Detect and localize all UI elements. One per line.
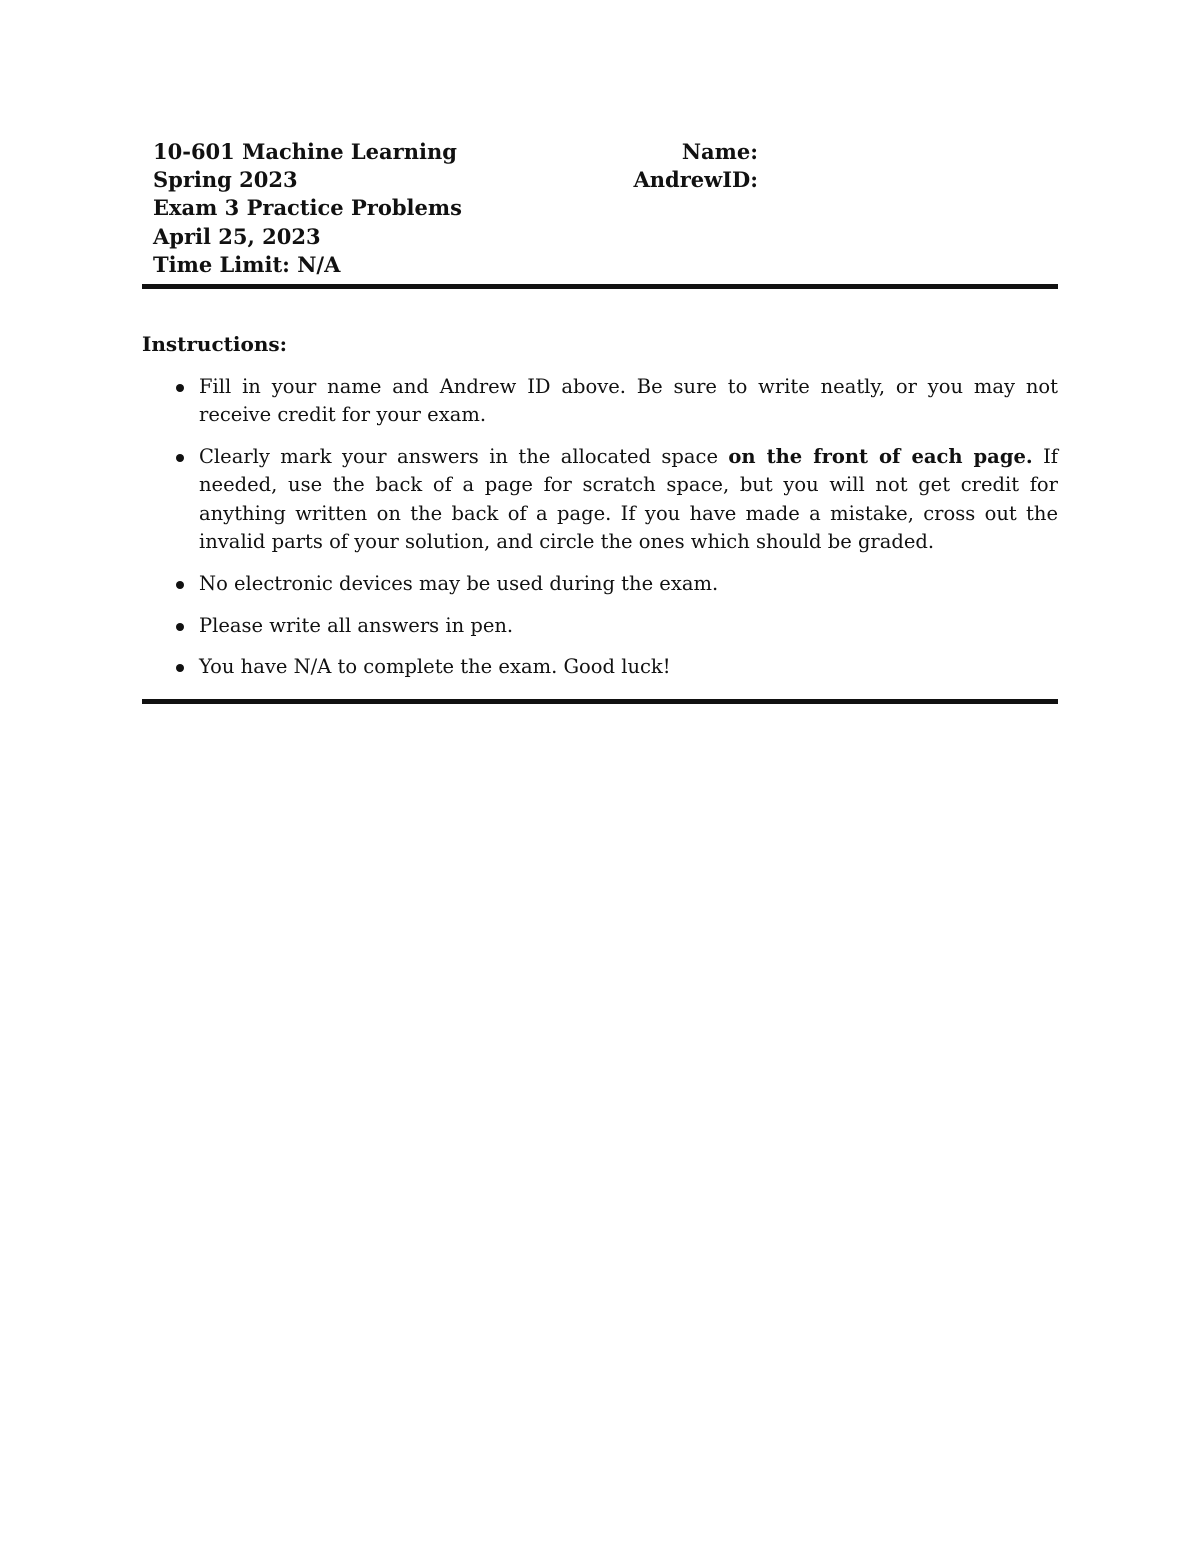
course-title: 10-601 Machine Learning	[153, 139, 457, 164]
name-label: Name:	[681, 139, 758, 164]
bullet-icon	[176, 581, 184, 589]
instruction-text: Fill in your name and Andrew ID above. Be sure to write neatly, or you may not receive credit for your exam.	[199, 375, 1058, 427]
exam-title: Exam 3 Practice Problems	[153, 195, 462, 221]
top-divider	[142, 284, 1058, 289]
instruction-text: No electronic devices may be used during the exam.	[199, 571, 719, 595]
andrewid-label: AndrewID:	[633, 167, 758, 193]
instruction-text: Clearly mark your answers in the allocated space	[199, 445, 729, 469]
bullet-icon	[176, 454, 184, 462]
semester: Spring 2023	[153, 167, 298, 193]
list-item	[142, 443, 1058, 556]
list-item	[142, 653, 1058, 681]
bullet-icon	[176, 623, 184, 631]
instruction-emphasis: on the front of each page.	[728, 445, 1033, 469]
exam-info-block	[153, 138, 462, 279]
student-fields-block	[604, 138, 758, 194]
instruction-text: Please write all answers in pen.	[199, 613, 514, 637]
instruction-text: If needed, use the back of a page for scratch space, but you will not get credit for anything written on the back of a page. If you have made a mistake, cross out the invalid parts of your solution, and circle the ones which should be graded.	[199, 445, 1058, 553]
bullet-icon	[176, 384, 184, 392]
time-limit: Time Limit: N/A	[153, 251, 341, 277]
instruction-text: You have N/A to complete the exam. Good luck!	[199, 655, 671, 679]
bottom-divider	[142, 699, 1058, 704]
instructions-list	[142, 373, 1058, 695]
bullet-icon	[176, 664, 184, 672]
list-item	[142, 612, 1058, 640]
instructions-heading: Instructions:	[142, 332, 288, 356]
exam-date: April 25, 2023	[153, 223, 321, 249]
list-item	[142, 373, 1058, 430]
list-item	[142, 570, 1058, 598]
